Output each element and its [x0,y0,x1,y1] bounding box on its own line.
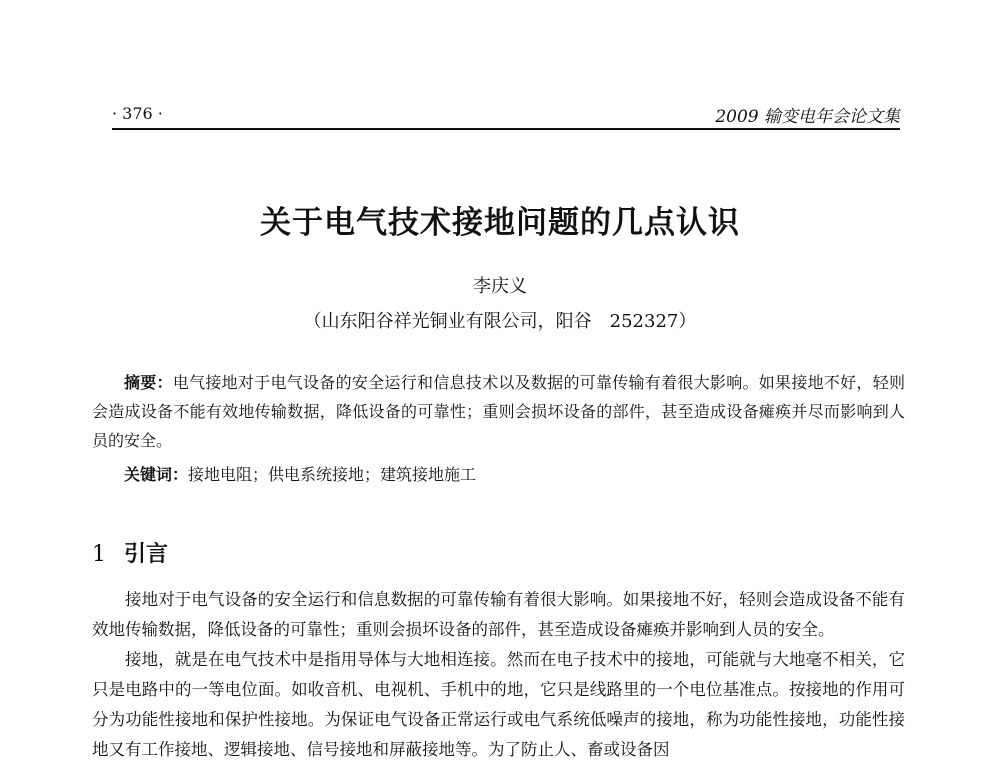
section-heading [92,537,168,568]
abstract-text: 电气接地对于电气设备的安全运行和信息技术以及数据的可靠传输有着很大影响。如果接地不好，轻则会造成设备不能有效地传输数据，降低设备的可靠性；重则会损坏设备的部件，甚至造成设备瘫痪并尽而影响到人员的安全。 [92,373,905,450]
keywords [92,460,905,489]
header-rule [112,128,900,130]
abstract-label: 摘要： [124,373,173,392]
journal-title: 2009 输变电年会论文集 [715,107,900,127]
keywords-text: 接地电阻；供电系统接地；建筑接地施工 [188,465,477,484]
body-paragraph: 接地对于电气设备的安全运行和信息数据的可靠传输有着很大影响。如果接地不好，轻则会造成设备不能有效地传输数据，降低设备的可靠性；重则会损坏设备的部件，甚至造成设备瘫痪并影响到人员的安全。 [92,590,905,639]
section-body [92,585,905,765]
keywords-label: 关键词： [124,465,189,484]
page-number: · 376 · [112,104,163,123]
abstract [92,368,905,455]
author-name: 李庆义 [473,276,527,297]
running-header [112,100,900,128]
author-affiliation: （山东阳谷祥光铜业有限公司，阳谷 252327） [303,311,697,332]
body-paragraph: 接地，就是在电气技术中是指用导体与大地相连接。然而在电子技术中的接地，可能就与大地毫不相关，它只是电路中的一等电位面。如收音机、电视机、手机中的地，它只是线路里的一个电位基准点。按接地的作用可分为功能性接地和保护性接地。为保证电气设备正常运行或电气系统低噪声的接地，称为功能性接地，功能性接地又有工作接地、逻辑接地、信号接地和屏蔽接地等。为了防止人、畜或设备因 [92,650,905,759]
section-title: 引言 [124,541,169,567]
section-number: 1 [92,542,106,567]
article-title: 关于电气技术接地问题的几点认识 [260,205,740,241]
